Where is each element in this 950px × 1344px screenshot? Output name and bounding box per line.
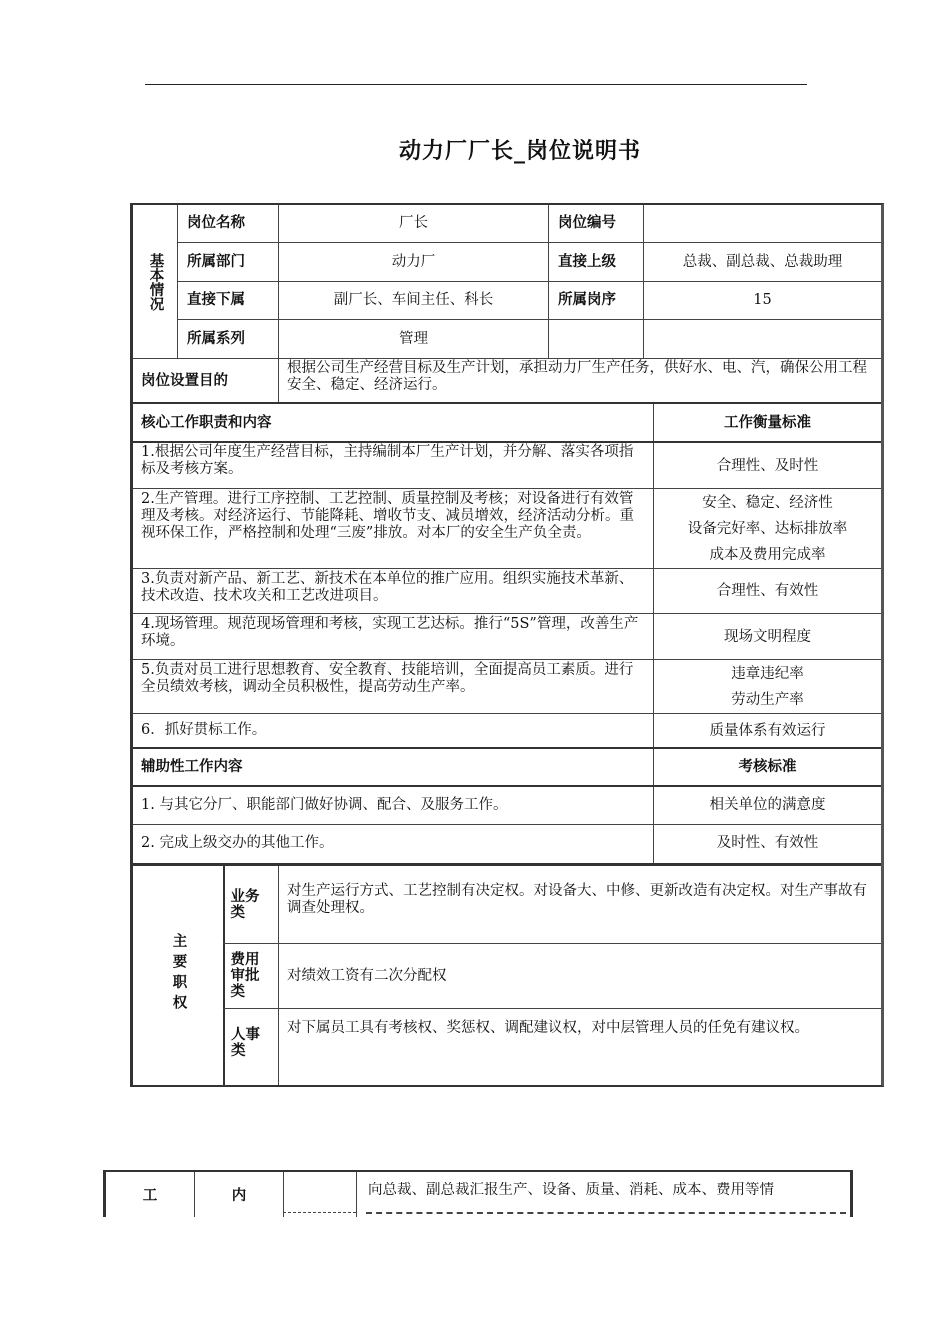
core-item: 3.负责对新产品、新工艺、新技术在本单位的推广应用。组织实施技术革新、技术改造、技术攻关和工艺改进项目。 bbox=[141, 571, 634, 604]
aux-item: 2. 完成上级交办的其他工作。 bbox=[141, 835, 334, 851]
authority-text-personnel: 对下属员工具有考核权、奖惩权、调配建议权，对中层管理人员的任免有建议权。 bbox=[287, 1020, 809, 1036]
purpose-text: 根据公司生产经营目标及生产计划，承担动力厂生产任务，供好水、电、汽，确保公用工程安全、稳定、经济运行。 bbox=[287, 360, 867, 393]
core-item: 5.负责对员工进行思想教育、安全教育、技能培训，全面提高员工素质。进行全员绩效考核，调动全员积极性，提高劳动生产率。 bbox=[141, 662, 634, 695]
value-direct-superior: 总裁、副总裁、总裁助理 bbox=[682, 253, 843, 270]
value-rank: 15 bbox=[753, 292, 772, 308]
label-direct-superior: 直接上级 bbox=[558, 253, 616, 270]
core-item: 6．抓好贯标工作。 bbox=[141, 722, 267, 738]
job-description-table bbox=[130, 203, 884, 1087]
purpose-label: 岗位设置目的 bbox=[141, 372, 228, 389]
authority-cat-personnel: 人事类 bbox=[231, 1027, 260, 1059]
core-item-std: 合理性、有效性 bbox=[716, 583, 819, 599]
aux-item-std: 及时性、有效性 bbox=[716, 835, 819, 851]
authority-cat-business: 业务类 bbox=[230, 888, 260, 921]
core-item: 2.生产管理。进行工序控制、工艺控制、质量控制及考核；对设备进行有效管理及考核。对经济运行、节能降耗、增收节支、减员增效，经济活动分析。重视环保工作，严格控制和处理“三废”排放。对本厂的安全生产负全责。 bbox=[141, 491, 634, 541]
next-col-1: 工 bbox=[142, 1187, 158, 1204]
authority-label: 主要职权 bbox=[170, 933, 187, 1015]
empty-label bbox=[558, 320, 643, 358]
next-col-2: 内 bbox=[231, 1187, 247, 1204]
label-position-code: 岗位编号 bbox=[558, 215, 616, 231]
core-item-std: 现场文明程度 bbox=[724, 629, 811, 645]
value-department: 动力厂 bbox=[391, 253, 436, 270]
label-department: 所属部门 bbox=[187, 253, 245, 270]
value-series: 管理 bbox=[399, 330, 428, 347]
aux-header: 辅助性工作内容 bbox=[141, 758, 243, 775]
page-title: 动力厂厂长_岗位说明书 bbox=[398, 139, 641, 164]
core-item-std: 质量体系有效运行 bbox=[709, 722, 826, 739]
value-subordinates: 副厂长、车间主任、科长 bbox=[333, 292, 494, 308]
authority-text-business: 对生产运行方式、工艺控制有决定权。对设备大、中修、更新改造有决定权。对生产事故有调查处理权。 bbox=[287, 883, 867, 916]
core-item-std: 合理性、及时性 bbox=[716, 458, 819, 474]
authority-text-expense: 对绩效工资有二次分配权 bbox=[287, 967, 447, 984]
aux-std-header: 考核标准 bbox=[738, 758, 797, 775]
core-item-std: 安全、稳定、经济性 设备完好率、达标排放率 成本及费用完成率 bbox=[687, 495, 848, 563]
core-item: 4.现场管理。规范现场管理和考核，实现工艺达标。推行“5S”管理，改善生产环境。 bbox=[141, 616, 639, 649]
basic-section-label: 基本情况 bbox=[147, 252, 164, 311]
next-text: 向总裁、副总裁汇报生产、设备、质量、消耗、成本、费用等情 bbox=[368, 1182, 774, 1198]
core-std-header: 工作衡量标准 bbox=[724, 414, 811, 431]
header-rule bbox=[145, 84, 807, 85]
core-item-std: 违章违纪率 劳动生产率 bbox=[731, 665, 804, 708]
authority-cat-expense: 费用审批类 bbox=[230, 952, 260, 1000]
aux-item: 1. 与其它分厂、职能部门做好协调、配合、及服务工作。 bbox=[141, 797, 508, 813]
label-rank: 所属岗序 bbox=[558, 292, 616, 308]
empty-value bbox=[644, 320, 881, 358]
core-header: 核心工作职责和内容 bbox=[141, 414, 272, 431]
value-position-name: 厂长 bbox=[399, 215, 428, 231]
label-subordinates: 直接下属 bbox=[187, 292, 245, 308]
next-section-table bbox=[103, 1170, 853, 1217]
core-item: 1.根据公司年度生产经营目标，主持编制本厂生产计划，并分解、落实各项指标及考核方案。 bbox=[141, 444, 634, 477]
label-position-name: 岗位名称 bbox=[187, 215, 245, 231]
value-position-code bbox=[644, 205, 881, 242]
label-series: 所属系列 bbox=[187, 330, 245, 347]
aux-item-std: 相关单位的满意度 bbox=[709, 797, 826, 813]
